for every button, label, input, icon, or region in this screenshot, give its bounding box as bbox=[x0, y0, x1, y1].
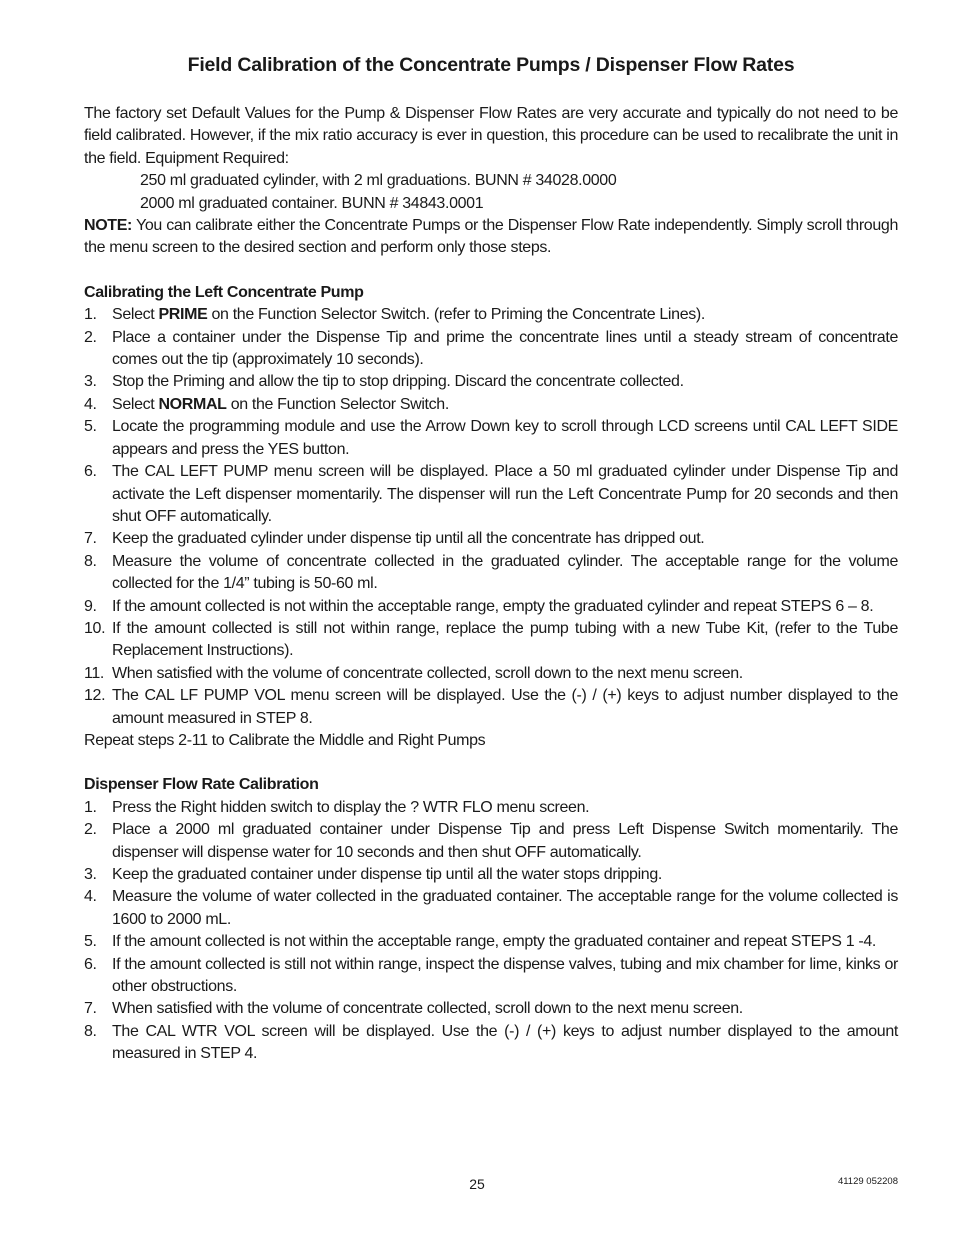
step-number: 7. bbox=[84, 530, 97, 548]
page-number: 25 bbox=[469, 1176, 485, 1192]
step-number: 2. bbox=[84, 821, 97, 839]
pump-steps-list bbox=[84, 304, 898, 730]
step-text: The CAL WTR VOL screen will be displayed. Use the (-) / (+) keys to adjust number displayed to the amount measured in STEP 4. bbox=[112, 1022, 898, 1063]
step-text: The CAL LF PUMP VOL menu screen will be displayed. Use the (-) / (+) keys to adjust number displayed to the amount measured in STEP 8. bbox=[112, 687, 898, 727]
list-item bbox=[84, 371, 898, 393]
step-number: 7. bbox=[84, 1000, 97, 1018]
flow-steps-list bbox=[84, 797, 898, 1066]
list-item bbox=[84, 394, 898, 416]
list-item bbox=[84, 819, 898, 864]
step-text: Select PRIME on the Function Selector Switch. (refer to Priming the Concentrate Lines). bbox=[112, 306, 705, 324]
step-text: Measure the volume of concentrate collected in the graduated cylinder. The acceptable range for the volume collected for the 1/4” tubing is 50-60 ml. bbox=[112, 552, 898, 593]
step-text: When satisfied with the volume of concentrate collected, scroll down to the next menu screen. bbox=[112, 664, 743, 682]
list-item bbox=[84, 1021, 898, 1066]
step-text: Measure the volume of water collected in the graduated container. The acceptable range for the volume collected is 1600 to 2000 mL. bbox=[112, 888, 898, 928]
note-paragraph bbox=[84, 215, 898, 260]
note-text: You can calibrate either the Concentrate Pumps or the Dispenser Flow Rate independently. Simply scroll through the menu screen to the desired section and perform only those steps. bbox=[84, 217, 898, 257]
list-item bbox=[84, 685, 898, 730]
step-text: Keep the graduated cylinder under dispense tip until all the concentrate has dripped out. bbox=[112, 530, 705, 548]
list-item bbox=[84, 327, 898, 372]
step-number: 3. bbox=[84, 866, 97, 883]
step-text: If the amount collected is not within the acceptable range, empty the graduated container and repeat STEPS 1 -4. bbox=[112, 933, 876, 951]
list-item bbox=[84, 596, 898, 618]
step-number: 6. bbox=[84, 463, 97, 481]
step-text: Locate the programming module and use the Arrow Down key to scroll through LCD screens until CAL LEFT SIDE appears and press the YES button. bbox=[112, 418, 898, 458]
list-item bbox=[84, 864, 898, 886]
section-heading-pump: Calibrating the Left Concentrate Pump bbox=[84, 283, 364, 301]
step-text: Place a 2000 ml graduated container under Dispense Tip and press Left Dispense Switch momentarily. The dispenser will dispense water for 10 seconds and then shut OFF automatically. bbox=[112, 821, 898, 861]
step-number: 1. bbox=[84, 798, 97, 816]
step-text: Stop the Priming and allow the tip to stop dripping. Discard the concentrate collected. bbox=[112, 373, 684, 391]
list-item bbox=[84, 528, 898, 550]
step-number: 9. bbox=[84, 597, 97, 615]
step-number: 5. bbox=[84, 418, 97, 436]
step-text: Keep the graduated container under dispense tip until all the water stops dripping. bbox=[112, 866, 662, 883]
step-number: 4. bbox=[84, 395, 97, 413]
note-label: NOTE: bbox=[84, 217, 133, 235]
equipment-item: 250 ml graduated cylinder, with 2 ml graduations. BUNN # 34028.0000 bbox=[140, 172, 617, 190]
list-item bbox=[84, 998, 898, 1020]
list-item bbox=[84, 797, 898, 819]
step-text: If the amount collected is not within the acceptable range, empty the graduated cylinder and repeat STEPS 6 – 8. bbox=[112, 597, 874, 615]
step-number: 5. bbox=[84, 933, 97, 951]
list-item bbox=[84, 931, 898, 953]
step-text: If the amount collected is still not within range, inspect the dispense valves, tubing and mix chamber for lime, kinks or other obstructions. bbox=[112, 955, 898, 996]
list-item bbox=[84, 551, 898, 596]
page-title: Field Calibration of the Concentrate Pumps / Dispenser Flow Rates bbox=[187, 54, 795, 76]
step-number: 6. bbox=[84, 955, 97, 973]
step-number: 1. bbox=[84, 306, 97, 324]
step-number: 3. bbox=[84, 373, 97, 391]
step-text: Place a container under the Dispense Tip and prime the concentrate lines until a steady stream of concentrate comes out the tip (approximately 10 seconds). bbox=[112, 328, 898, 369]
equipment-item: 2000 ml graduated container. BUNN # 34843.0001 bbox=[140, 194, 484, 212]
list-item bbox=[84, 416, 898, 461]
list-item bbox=[84, 461, 898, 528]
step-number: 8. bbox=[84, 1022, 97, 1040]
step-number: 2. bbox=[84, 328, 97, 346]
step-text: Press the Right hidden switch to display the ? WTR FLO menu screen. bbox=[112, 798, 590, 816]
list-item bbox=[84, 663, 898, 685]
list-item bbox=[84, 954, 898, 999]
step-number: 10. bbox=[84, 619, 106, 637]
repeat-note: Repeat steps 2-11 to Calibrate the Middle and Right Pumps bbox=[84, 731, 486, 749]
step-number: 4. bbox=[84, 888, 97, 906]
step-number: 11. bbox=[84, 664, 105, 682]
list-item bbox=[84, 618, 898, 663]
step-text: Select NORMAL on the Function Selector Switch. bbox=[112, 395, 449, 413]
step-text: The CAL LEFT PUMP menu screen will be displayed. Place a 50 ml graduated cylinder under Dispense Tip and activate the Left dispenser momentarily. The dispenser will run the Left Concentrate Pump for 20 seconds and then shut OFF automatically. bbox=[112, 463, 898, 525]
step-number: 12. bbox=[84, 687, 106, 705]
step-number: 8. bbox=[84, 552, 97, 570]
list-item bbox=[84, 304, 898, 326]
intro-paragraph: The factory set Default Values for the Pump & Dispenser Flow Rates are very accurate and typically do not need to be field calibrated. However, if the mix ratio accuracy is ever in question, this procedure can be used to recalibrate the unit in the field. Equipment Required: bbox=[84, 105, 898, 167]
section-heading-flow: Dispenser Flow Rate Calibration bbox=[84, 776, 319, 794]
document-id: 41129 052208 bbox=[837, 1176, 898, 1187]
step-text: If the amount collected is still not within range, replace the pump tubing with a new Tube Kit, (refer to the Tube Replacement Instructions). bbox=[112, 619, 898, 660]
page-content bbox=[84, 52, 898, 1066]
step-text: When satisfied with the volume of concentrate collected, scroll down to the next menu screen. bbox=[112, 1000, 743, 1018]
list-item bbox=[84, 886, 898, 931]
